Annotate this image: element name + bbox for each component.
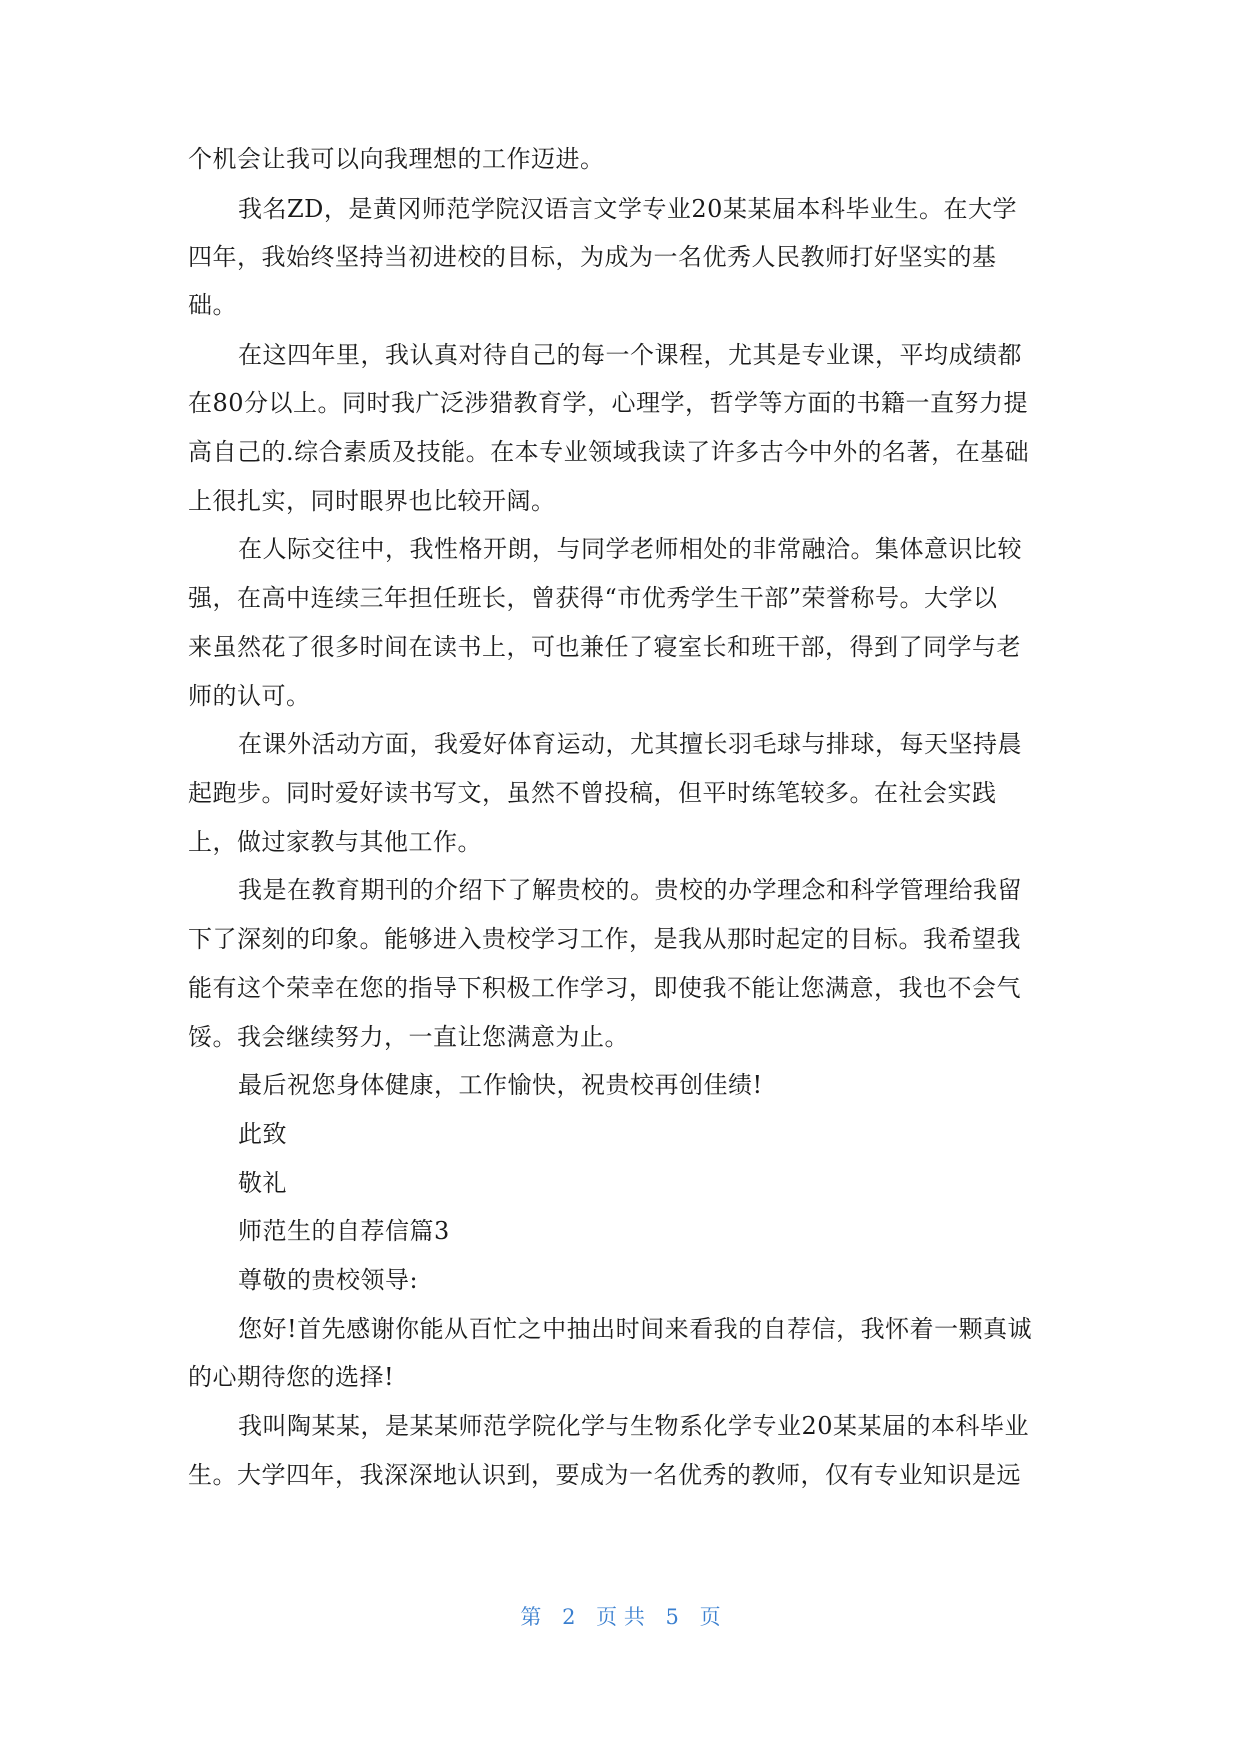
footer-page-number: 2 [562,1605,576,1629]
footer-gong: 共 [623,1605,645,1629]
text-line: 强，在高中连续三年担任班长，曾获得“市优秀学生干部”荣誉称号。大学以 [188,584,998,612]
text-line: 在课外活动方面，我爱好体育运动，尤其擅长羽毛球与排球，每天坚持晨 [238,730,1022,758]
text-line: 尊敬的贵校领导: [238,1266,419,1294]
text-line: 下了深刻的印象。能够进入贵校学习工作，是我从那时起定的目标。我希望我 [188,925,1021,953]
text-line: 敬礼 [238,1169,287,1197]
text-line: 上很扎实，同时眼界也比较开阔。 [188,487,556,515]
text-line: 最后祝您身体健康，工作愉快，祝贵校再创佳绩! [238,1071,763,1099]
text-line: 在这四年里，我认真对待自己的每一个课程，尤其是专业课，平均成绩都 [238,341,1022,369]
text-line: 高自己的.综合素质及技能。在本专业领域我读了许多古今中外的名著，在基础 [188,438,1030,466]
text-line: 师的认可。 [188,682,311,710]
footer-ye: 页 [596,1605,618,1629]
text-line: 起跑步。同时爱好读书写文，虽然不曾投稿，但平时练笔较多。在社会实践 [188,779,997,807]
text-line: 的心期待您的选择! [188,1363,395,1391]
text-line: 我是在教育期刊的介绍下了解贵校的。贵校的办学理念和科学管理给我留 [238,876,1022,904]
text-line: 此致 [238,1120,287,1148]
footer-ye2: 页 [699,1605,721,1629]
text-line: 础。 [188,291,237,319]
page-footer [0,1602,1241,1632]
text-line: 上，做过家教与其他工作。 [188,828,482,856]
text-line: 馁。我会继续努力，一直让您满意为止。 [188,1023,629,1051]
text-line: 四年，我始终坚持当初进校的目标，为成为一名优秀人民教师打好坚实的基 [188,243,997,271]
text-line: 能有这个荣幸在您的指导下积极工作学习，即使我不能让您满意，我也不会气 [188,974,1021,1002]
text-line: 在人际交往中，我性格开朗，与同学老师相处的非常融洽。集体意识比较 [238,535,1022,563]
section-heading: 师范生的自荐信篇3 [238,1217,450,1245]
footer-total-pages: 5 [665,1605,679,1629]
text-line: 生。大学四年，我深深地认识到，要成为一名优秀的教师，仅有专业知识是远 [188,1461,1021,1489]
text-line: 我叫陶某某，是某某师范学院化学与生物系化学专业20某某届的本科毕业 [238,1412,1030,1440]
text-line: 在80分以上。同时我广泛涉猎教育学，心理学，哲学等方面的书籍一直努力提 [188,389,1029,417]
text-line: 您好!首先感谢你能从百忙之中抽出时间来看我的自荐信，我怀着一颗真诚 [238,1315,1033,1343]
text-line: 个机会让我可以向我理想的工作迈进。 [188,145,605,173]
text-line: 我名ZD，是黄冈师范学院汉语言文学专业20某某届本科毕业生。在大学 [238,195,1017,223]
text-line: 来虽然花了很多时间在读书上，可也兼任了寝室长和班干部，得到了同学与老 [188,633,1021,661]
footer-di: 第 [520,1605,542,1629]
